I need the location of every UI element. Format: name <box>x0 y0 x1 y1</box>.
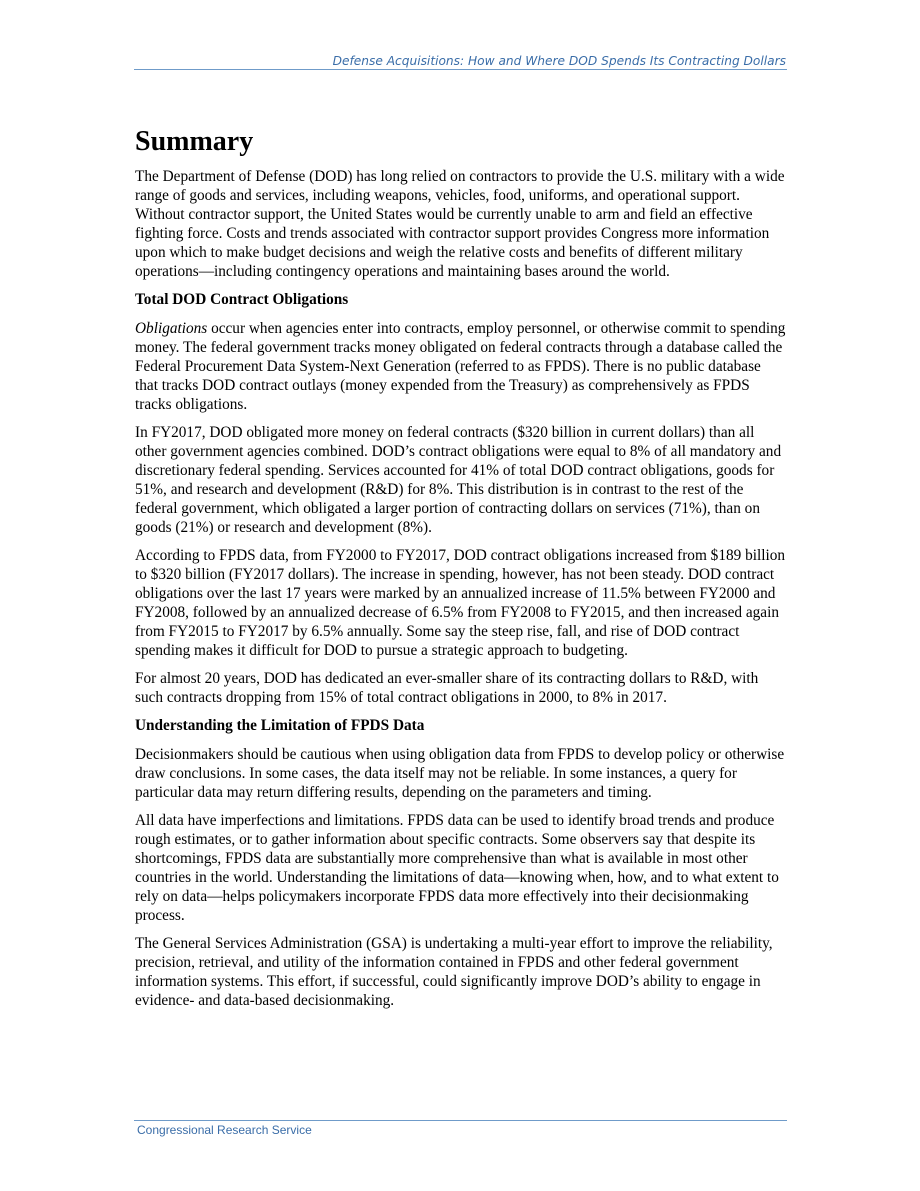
footer-label: Congressional Research Service <box>137 1123 312 1137</box>
limitations-heading: Understanding the Limitation of FPDS Data <box>135 717 425 734</box>
obligations-term: Obligations <box>135 320 208 337</box>
page-title: Summary <box>135 126 254 157</box>
page-content <box>135 124 787 1019</box>
obligations-paragraph-1-text: occur when agencies enter into contracts, employ personnel, or otherwise commit to spending money. The federal government tracks money obligated on federal contracts through a database called the Federal Procurement Data System-Next Generation (referred to as FPDS). There is no public database that tracks DOD contract outlays (money expended from the Treasury) as comprehensively as FPDS tracks obligations. <box>135 320 786 413</box>
limitations-paragraph-3: The General Services Administration (GSA) is undertaking a multi-year effort to improve the reliability, precision, retrieval, and utility of the information contained in FPDS and other federal government information systems. This effort, if successful, could significantly improve DOD’s ability to engage in evidence- and data-based decisionmaking. <box>135 935 773 1009</box>
limitations-paragraph-2: All data have imperfections and limitations. FPDS data can be used to identify broad trends and produce rough estimates, or to gather information about specific contracts. Some observers say that despite its shortcomings, FPDS data are substantially more comprehensive than what is available in most other countries in the world. Understanding the limitations of data—knowing when, how, and to what extent to rely on data—helps policymakers incorporate FPDS data more effectively into their decisionmaking process. <box>135 812 779 924</box>
obligations-paragraph-3: According to FPDS data, from FY2000 to FY2017, DOD contract obligations increased from $189 billion to $320 billion (FY2017 dollars). The increase in spending, however, has not been steady. DOD contract obligations over the last 17 years were marked by an annualized increase of 11.5% between FY2000 and FY2008, followed by an annualized decrease of 6.5% from FY2008 to FY2015, and then increased again from FY2015 to FY2017 by 6.5% annually. Some say the steep rise, fall, and rise of DOD contract spending makes it difficult for DOD to pursue a strategic approach to budgeting. <box>135 547 786 659</box>
obligations-paragraph-2: In FY2017, DOD obligated more money on federal contracts ($320 billion in current dollars) than all other government agencies combined. DOD’s contract obligations were equal to 8% of all mandatory and discretionary federal spending. Services accounted for 41% of total DOD contract obligations, goods for 51%, and research and development (R&D) for 8%. This distribution is in contrast to the rest of the federal government, which obligated a larger portion of contracting dollars on services (71%), than on goods (21%) or research and development (8%). <box>135 424 782 536</box>
header-rule <box>134 69 787 70</box>
obligations-paragraph-4: For almost 20 years, DOD has dedicated an ever-smaller share of its contracting dollars to R&D, with such contracts dropping from 15% of total contract obligations in 2000, to 8% in 2017. <box>135 670 759 706</box>
limitations-paragraph-1: Decisionmakers should be cautious when using obligation data from FPDS to develop policy or otherwise draw conclusions. In some cases, the data itself may not be reliable. In some instances, a query for particular data may return differing results, depending on the parameters and timing. <box>135 746 785 801</box>
footer-rule <box>134 1120 787 1121</box>
obligations-heading: Total DOD Contract Obligations <box>135 291 349 308</box>
obligations-paragraph-1 <box>135 319 787 414</box>
running-header: Defense Acquisitions: How and Where DOD Spends Its Contracting Dollars <box>332 54 786 68</box>
intro-paragraph: The Department of Defense (DOD) has long relied on contractors to provide the U.S. military with a wide range of goods and services, including weapons, vehicles, food, uniforms, and operational support. Without contractor support, the United States would be currently unable to arm and field an effective fighting force. Costs and trends associated with contractor support provides Congress more information upon which to make budget decisions and weigh the relative costs and benefits of different military operations—including contingency operations and maintaining bases around the world. <box>135 168 785 280</box>
